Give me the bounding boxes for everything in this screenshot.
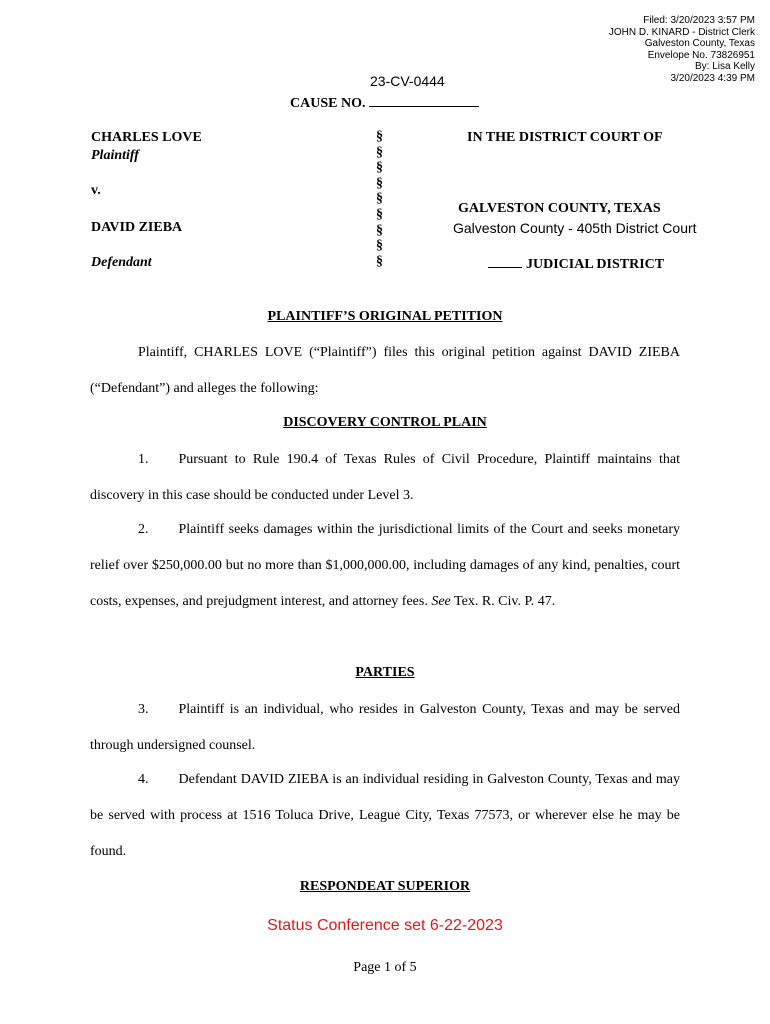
cause-blank bbox=[369, 94, 479, 107]
section-symbol: § bbox=[376, 253, 383, 269]
petition-title: PLAINTIFF’S ORIGINAL PETITION bbox=[267, 309, 503, 324]
paragraph-text: Plaintiff seeks damages within the jurisdictional limits of the Court and seeks monetary relief over $250,000.00 but no more than $1,000,000.00, including damages of any kind, penalties, court costs, expenses, and prejudgment interest, and attorney fees. bbox=[90, 522, 680, 609]
paragraph-3 bbox=[90, 692, 680, 764]
section-symbol: § bbox=[376, 175, 383, 191]
judicial-district-label: JUDICIAL DISTRICT bbox=[526, 257, 665, 272]
intro-paragraph bbox=[90, 335, 680, 407]
section-symbol: § bbox=[376, 238, 383, 254]
judicial-district bbox=[488, 255, 664, 273]
section-heading-discovery: DISCOVERY CONTROL PLAIN bbox=[283, 415, 487, 430]
plaintiff-role: Plaintiff bbox=[91, 148, 139, 163]
filing-stamp bbox=[609, 15, 755, 84]
cause-label: CAUSE NO. bbox=[290, 96, 366, 111]
paragraph-number: 3. bbox=[138, 702, 149, 717]
section-symbol: § bbox=[376, 129, 383, 144]
defendant-name: DAVID ZIEBA bbox=[91, 220, 183, 235]
status-conference-note: Status Conference set 6-22-2023 bbox=[267, 917, 503, 934]
paragraph-number: 4. bbox=[138, 772, 149, 787]
versus: v. bbox=[91, 183, 101, 198]
court-line-3: Galveston County - 405th District Court bbox=[453, 220, 697, 236]
stamp-line: Galveston County, Texas bbox=[644, 38, 755, 49]
case-number: 23-CV-0444 bbox=[370, 73, 445, 89]
section-symbol: § bbox=[376, 144, 383, 160]
paragraph-1 bbox=[90, 442, 680, 514]
page-number: Page 1 of 5 bbox=[353, 960, 417, 975]
defendant-role: Defendant bbox=[91, 255, 152, 270]
paragraph-number: 2. bbox=[138, 522, 149, 537]
section-symbol: § bbox=[376, 206, 383, 222]
section-symbol: § bbox=[376, 191, 383, 207]
citation-text: Tex. R. Civ. P. 47. bbox=[454, 594, 556, 609]
paragraph-text: Defendant DAVID ZIEBA is an individual residing in Galveston County, Texas and may be served with process at 1516 Toluca Drive, League City, Texas 77573, or wherever else he may be found. bbox=[90, 772, 680, 859]
section-symbol: § bbox=[376, 160, 383, 176]
plaintiff-name: CHARLES LOVE bbox=[91, 130, 202, 145]
section-heading-respondeat: RESPONDEAT SUPERIOR bbox=[299, 879, 471, 894]
court-line-1: IN THE DISTRICT COURT OF bbox=[467, 130, 663, 145]
cause-number bbox=[290, 94, 479, 112]
section-symbol-column bbox=[376, 129, 383, 269]
section-heading-parties: PARTIES bbox=[355, 665, 415, 680]
paragraph-4 bbox=[90, 762, 680, 870]
stamp-line: Envelope No. 73826951 bbox=[647, 49, 755, 61]
paragraph-2 bbox=[90, 512, 680, 620]
see-citation-signal: See bbox=[431, 594, 451, 609]
stamp-line: Filed: 3/20/2023 3:57 PM bbox=[643, 15, 755, 26]
paragraph-text: Pursuant to Rule 190.4 of Texas Rules of Civil Procedure, Plaintiff maintains that discovery in this case should be conducted under Level 3. bbox=[90, 452, 680, 503]
district-blank bbox=[488, 255, 522, 268]
court-line-2: GALVESTON COUNTY, TEXAS bbox=[458, 201, 661, 216]
stamp-line: By: Lisa Kelly bbox=[694, 61, 755, 72]
paragraph-text: Plaintiff is an individual, who resides in Galveston County, Texas and may be served through undersigned counsel. bbox=[90, 702, 680, 753]
stamp-line: 3/20/2023 4:39 PM bbox=[670, 72, 755, 84]
stamp-line: JOHN D. KINARD - District Clerk bbox=[608, 26, 755, 38]
paragraph-number: 1. bbox=[138, 452, 149, 467]
section-symbol: § bbox=[376, 222, 383, 238]
intro-text: Plaintiff, CHARLES LOVE (“Plaintiff”) files this original petition against DAVID ZIEBA (“Defendant”) and alleges the following: bbox=[90, 345, 680, 396]
